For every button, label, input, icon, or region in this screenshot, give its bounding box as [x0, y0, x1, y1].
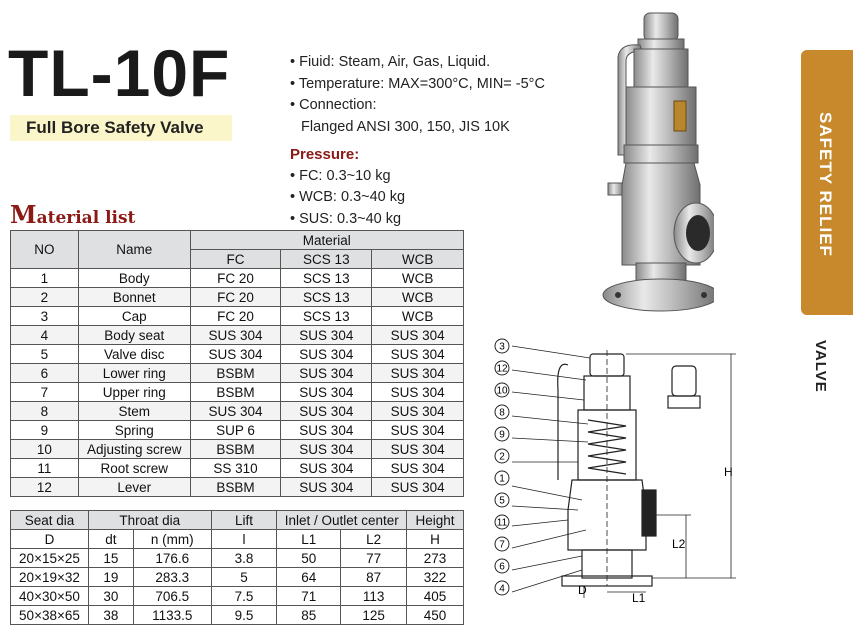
- cell-name: Body: [78, 269, 190, 288]
- cell-no: 11: [11, 459, 79, 478]
- dimension-table: [10, 510, 464, 625]
- cell-name: Root screw: [78, 459, 190, 478]
- cell-l: 9.5: [211, 606, 277, 625]
- cell-wcb: WCB: [372, 307, 464, 326]
- cell-name: Stem: [78, 402, 190, 421]
- cell-wcb: SUS 304: [372, 383, 464, 402]
- spec-fluid: • Fiuid: Steam, Air, Gas, Liquid.: [290, 54, 491, 70]
- spec-list: [290, 52, 545, 230]
- callout-number: 10: [496, 385, 508, 397]
- cell-no: 4: [11, 326, 79, 345]
- cell-fc: FC 20: [190, 288, 281, 307]
- cell-l2: 125: [341, 606, 407, 625]
- spec-connection: • Connection:: [290, 97, 377, 113]
- cell-d: 20×19×32: [11, 568, 89, 587]
- cell-h: 405: [407, 587, 464, 606]
- cell-d: 20×15×25: [11, 549, 89, 568]
- table-row: [11, 364, 464, 383]
- cell-wcb: WCB: [372, 288, 464, 307]
- table-row: [11, 587, 464, 606]
- table-row: [11, 478, 464, 497]
- model-title: TL-10F: [8, 36, 231, 110]
- cell-scs: SCS 13: [281, 288, 372, 307]
- cell-fc: FC 20: [190, 269, 281, 288]
- callout-number: 11: [496, 517, 508, 529]
- cell-wcb: WCB: [372, 269, 464, 288]
- table-row: [11, 421, 464, 440]
- cell-l2: 113: [341, 587, 407, 606]
- cell-wcb: SUS 304: [372, 440, 464, 459]
- spec-temperature: • Temperature: MAX=300°C, MIN= -5°C: [290, 75, 545, 92]
- cell-scs: SCS 13: [281, 307, 372, 326]
- pressure-wcb: • WCB: 0.3~40 kg: [290, 189, 406, 205]
- cell-h: 273: [407, 549, 464, 568]
- header-scs: SCS 13: [281, 250, 372, 269]
- cell-scs: SUS 304: [281, 459, 372, 478]
- cell-name: Cap: [78, 307, 190, 326]
- cell-fc: SUS 304: [190, 402, 281, 421]
- dim-label-l2: L2: [672, 537, 686, 551]
- header-throat-dia: Throat dia: [88, 511, 211, 530]
- cell-l1: 71: [277, 587, 341, 606]
- cell-name: Bonnet: [78, 288, 190, 307]
- table-row: [11, 459, 464, 478]
- cell-l: 3.8: [211, 549, 277, 568]
- cell-scs: SUS 304: [281, 421, 372, 440]
- category-tab-label: SAFETY RELIEF: [816, 112, 835, 257]
- sub-d: D: [11, 530, 89, 549]
- sub-l1: L1: [277, 530, 341, 549]
- callout-number: 2: [499, 451, 505, 463]
- callout-number: 4: [499, 583, 505, 595]
- cell-l: 5: [211, 568, 277, 587]
- cell-fc: SS 310: [190, 459, 281, 478]
- table-row: [11, 307, 464, 326]
- cell-scs: SUS 304: [281, 478, 372, 497]
- cell-no: 1: [11, 269, 79, 288]
- callout-number: 12: [496, 363, 508, 375]
- cell-wcb: SUS 304: [372, 364, 464, 383]
- cell-fc: BSBM: [190, 440, 281, 459]
- table-row: [11, 549, 464, 568]
- spec-connection-value: Flanged ANSI 300, 150, JIS 10K: [301, 118, 510, 135]
- table-row: [11, 326, 464, 345]
- cell-wcb: SUS 304: [372, 345, 464, 364]
- table-row: [11, 606, 464, 625]
- cell-no: 10: [11, 440, 79, 459]
- header-seat-dia: Seat dia: [11, 511, 89, 530]
- cell-n: 1133.5: [133, 606, 211, 625]
- header-no: NO: [11, 231, 79, 269]
- cell-name: Lower ring: [78, 364, 190, 383]
- cell-fc: BSBM: [190, 383, 281, 402]
- pressure-fc: • FC: 0.3~10 kg: [290, 167, 391, 184]
- header-material: Material: [190, 231, 463, 250]
- cell-l1: 50: [277, 549, 341, 568]
- cell-no: 5: [11, 345, 79, 364]
- callout-number: 8: [499, 407, 505, 419]
- valve-photo: [596, 5, 714, 320]
- cell-dt: 19: [88, 568, 133, 587]
- cell-no: 9: [11, 421, 79, 440]
- callout-number: 3: [499, 341, 505, 353]
- cell-dt: 30: [88, 587, 133, 606]
- cell-l: 7.5: [211, 587, 277, 606]
- pressure-sus: • SUS: 0.3~40 kg: [290, 210, 402, 227]
- cell-no: 8: [11, 402, 79, 421]
- cell-no: 2: [11, 288, 79, 307]
- callout-number: 7: [499, 539, 505, 551]
- cell-wcb: SUS 304: [372, 402, 464, 421]
- subcategory-label: VALVE: [812, 340, 829, 393]
- callout-number: 1: [499, 473, 505, 485]
- material-title-rest: aterial list: [36, 208, 136, 228]
- cell-dt: 15: [88, 549, 133, 568]
- product-subtitle: Full Bore Safety Valve: [10, 115, 232, 141]
- table-row: [11, 269, 464, 288]
- cell-d: 40×30×50: [11, 587, 89, 606]
- sub-n: n (mm): [133, 530, 211, 549]
- cell-scs: SUS 304: [281, 364, 372, 383]
- cell-l2: 77: [341, 549, 407, 568]
- cell-wcb: SUS 304: [372, 421, 464, 440]
- table-row: [11, 383, 464, 402]
- cell-wcb: SUS 304: [372, 326, 464, 345]
- header-wcb: WCB: [372, 250, 464, 269]
- callout-number: 6: [499, 561, 505, 573]
- cell-fc: SUS 304: [190, 326, 281, 345]
- cell-fc: SUP 6: [190, 421, 281, 440]
- cell-l1: 64: [277, 568, 341, 587]
- cell-scs: SUS 304: [281, 326, 372, 345]
- pressure-title: Pressure:: [290, 146, 360, 163]
- cell-fc: SUS 304: [190, 345, 281, 364]
- category-tab: [801, 50, 853, 315]
- material-title-initial: M: [10, 200, 37, 229]
- table-row: [11, 568, 464, 587]
- sub-dt: dt: [88, 530, 133, 549]
- table-row: [11, 288, 464, 307]
- table-row: [11, 345, 464, 364]
- cell-n: 706.5: [133, 587, 211, 606]
- cell-no: 12: [11, 478, 79, 497]
- cell-name: Lever: [78, 478, 190, 497]
- sub-l2: L2: [341, 530, 407, 549]
- cell-no: 3: [11, 307, 79, 326]
- callout-number: 5: [499, 495, 505, 507]
- cell-scs: SCS 13: [281, 269, 372, 288]
- sub-h: H: [407, 530, 464, 549]
- cell-fc: FC 20: [190, 307, 281, 326]
- cell-name: Adjusting screw: [78, 440, 190, 459]
- cell-l1: 85: [277, 606, 341, 625]
- cell-dt: 38: [88, 606, 133, 625]
- cell-d: 50×38×65: [11, 606, 89, 625]
- cell-n: 283.3: [133, 568, 211, 587]
- cell-h: 450: [407, 606, 464, 625]
- cell-scs: SUS 304: [281, 402, 372, 421]
- section-drawing: [486, 330, 776, 602]
- dim-label-d: D: [578, 583, 587, 597]
- table-row: [11, 440, 464, 459]
- callout-number: 9: [499, 429, 505, 441]
- cell-fc: BSBM: [190, 478, 281, 497]
- cell-scs: SUS 304: [281, 440, 372, 459]
- header-inlet-outlet: Inlet / Outlet center: [277, 511, 407, 530]
- cell-fc: BSBM: [190, 364, 281, 383]
- cell-scs: SUS 304: [281, 345, 372, 364]
- cell-n: 176.6: [133, 549, 211, 568]
- table-row: [11, 402, 464, 421]
- cell-name: Spring: [78, 421, 190, 440]
- material-table: [10, 230, 464, 497]
- header-height: Height: [407, 511, 464, 530]
- cell-name: Valve disc: [78, 345, 190, 364]
- cell-name: Upper ring: [78, 383, 190, 402]
- sub-l: l: [211, 530, 277, 549]
- cell-no: 7: [11, 383, 79, 402]
- dim-label-l1: L1: [632, 591, 646, 602]
- cell-no: 6: [11, 364, 79, 383]
- cell-wcb: SUS 304: [372, 459, 464, 478]
- cell-l2: 87: [341, 568, 407, 587]
- cell-scs: SUS 304: [281, 383, 372, 402]
- cell-h: 322: [407, 568, 464, 587]
- cell-wcb: SUS 304: [372, 478, 464, 497]
- material-list-title: [10, 200, 135, 229]
- header-lift: Lift: [211, 511, 277, 530]
- cell-name: Body seat: [78, 326, 190, 345]
- header-fc: FC: [190, 250, 281, 269]
- header-name: Name: [78, 231, 190, 269]
- dim-label-h: H: [724, 465, 733, 479]
